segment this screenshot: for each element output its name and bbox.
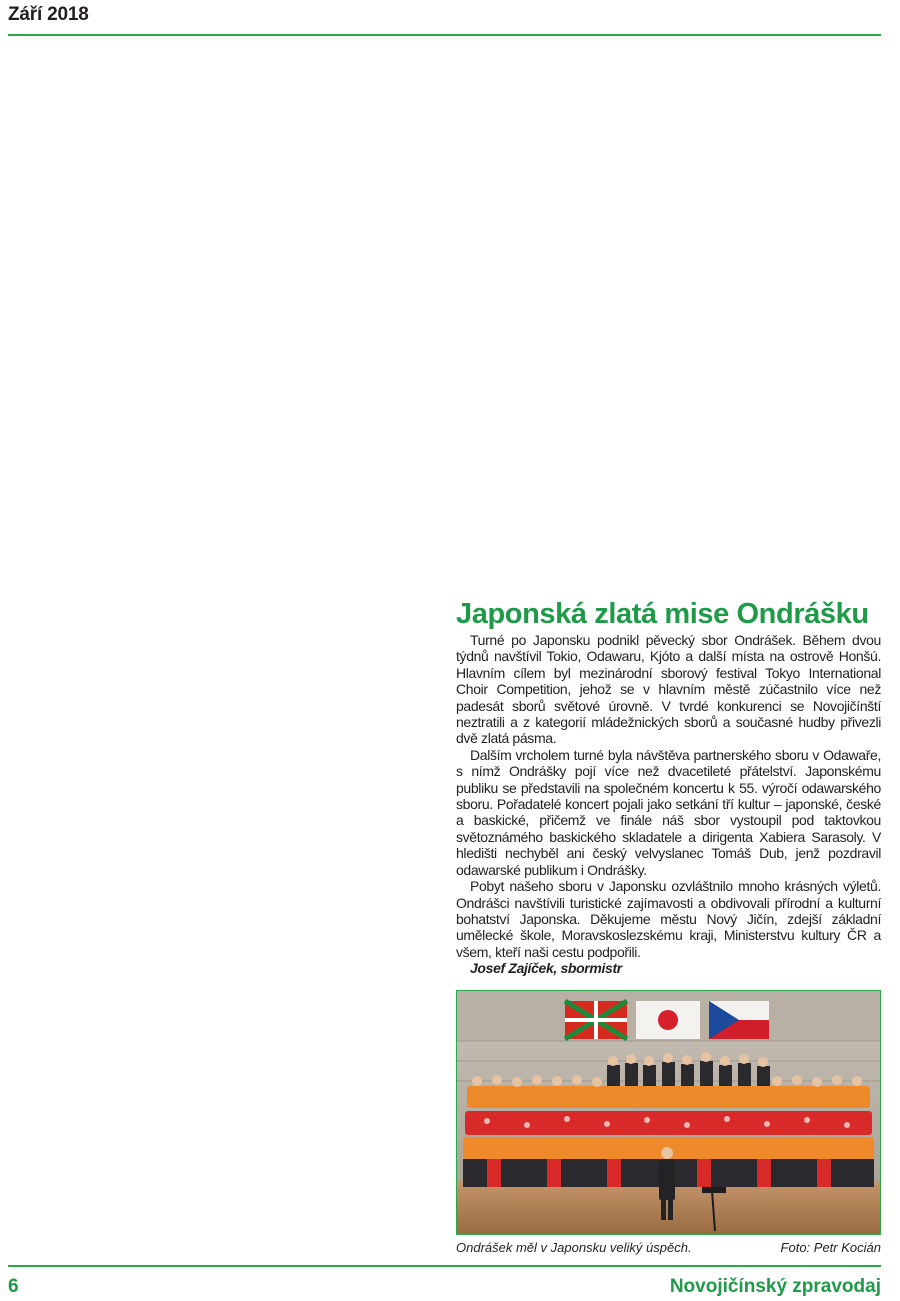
photo-credit: Foto: Petr Kocián	[780, 1240, 881, 1255]
photo-caption	[456, 1240, 881, 1255]
caption-text: Ondrášek měl v Japonsku veliký úspěch.	[456, 1240, 692, 1255]
article	[456, 596, 881, 977]
czech-flag	[709, 1001, 769, 1039]
issue-date: Září 2018	[8, 4, 89, 25]
paragraph-1: Turné po Japonsku podnikl pěvecký sbor Ondrášek. Během dvou týdnů navštívil Tokio, Odawaru, Kjóto a další místa na ostrově Honšú. Hlavním cílem byl mezinárodní sborový festival Tokyo International Choir Competition, jehož se v hlavním městě zúčastnilo více než padesát sborů světové úrovně. V tvrdé konkurenci se Novojičínští neztratili a z kategorií mládežnických sborů a současné hudby přivezli dvě zlatá pásma.	[456, 632, 881, 747]
article-title: Japonská zlatá mise Ondrášku	[456, 598, 869, 630]
article-body	[456, 632, 881, 977]
publication-name: Novojičínský zpravodaj	[669, 1276, 881, 1297]
basque-flag	[565, 1001, 627, 1039]
page-number: 6	[8, 1276, 19, 1297]
article-author: Josef Zajíček, sbormistr	[470, 960, 622, 977]
paragraph-3: Pobyt našeho sboru v Japonsku ozvláštnilo mnoho krásných výletů. Ondrášci navštívili turistické zajímavosti a obdivovali přírodní a kulturní bohatství Japonska. Děkujeme městu Nový Jičín, zdejší základní umělecké škole, Moravskoslezskému kraji, Ministerstvu kultury ČR a všem, kteří naši cestu podpořili.	[456, 878, 881, 960]
paragraph-2: Dalším vrcholem turné byla návštěva partnerského sboru v Odawaře, s nímž Ondrášky pojí více než dvacetileté přátelství. Japonskému publiku se představili na společném koncertu k 55. výročí odawarského sboru. Pořadatelé koncert pojali jako setkání tří kultur – japonské, české a baskické, přičemž ve finále náš sbor vystoupil pod taktovkou světoznámého baskického skladatele a dirigenta Xabiera Sarasoly. V hledišti nechyběl ani český velvyslanec Tomáš Dub, jenž pozdravil odawarské publikum i Ondrášky.	[456, 746, 881, 878]
choir-photo	[456, 990, 881, 1235]
bottom-rule	[8, 1265, 881, 1267]
japan-flag	[636, 1001, 700, 1039]
top-rule	[8, 34, 881, 36]
